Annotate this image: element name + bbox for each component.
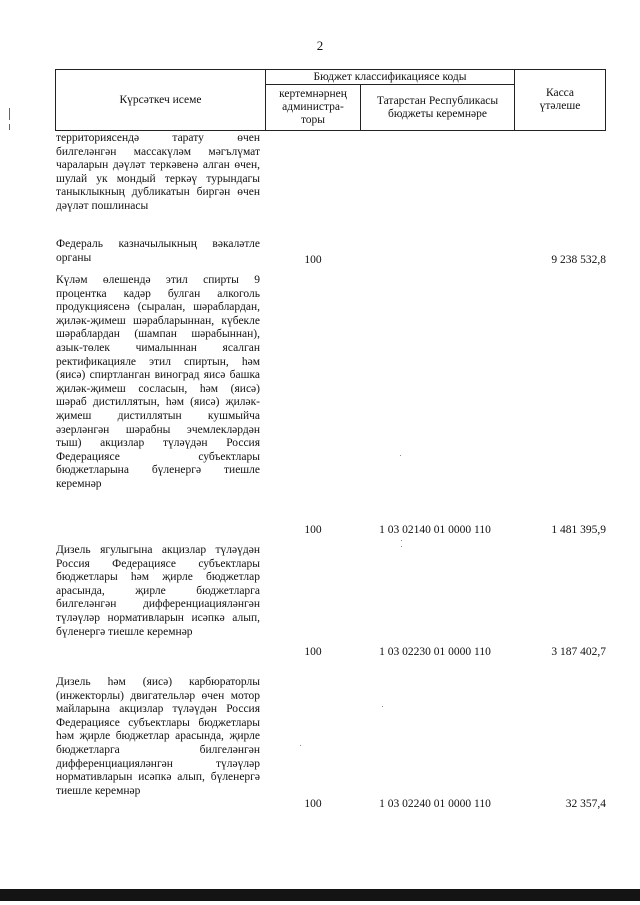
row-code: 1 03 02140 01 0000 110: [379, 524, 491, 536]
scan-speck: [401, 540, 402, 541]
table-header: [55, 69, 606, 131]
header-revenue-col: Татарстан Республикасы бюджеты керемнәре: [361, 85, 515, 130]
row-amount: 3 187 402,7: [551, 646, 606, 658]
row-admin: 100: [304, 524, 322, 536]
row-admin: 100: [304, 254, 322, 266]
row-description: Дизель ягулыгына акцизлар түләүдән Россия Федерациясе субъектлары бюджетлары һәм җирле бюджетлар арасында, җирле бюджетларга билгеләнгән дифференциацияләнгән түләүләр нормативларын исәпкә алып, бүленергә тиешле керемнәр: [56, 544, 260, 638]
header-cash-col: Касса үтәлеше: [539, 87, 581, 112]
header-budget-code-group: Бюджет классификациясе коды: [266, 70, 515, 85]
row-code: 1 03 02240 01 0000 110: [379, 798, 491, 810]
header-admin-col: кертемнәрнең администра-торы: [266, 85, 361, 130]
scan-mark: [9, 124, 10, 130]
scan-speck: [300, 745, 301, 746]
row-amount: 9 238 532,8: [551, 254, 606, 266]
row-description: территориясендә тарату өчен билгеләнгән массакүләм мәгълүмат чараларын дәүләт теркәвенә алган өчен, шулай ук мондый теркәү турындагы таныклыкның дубликатын биргән өчен дәүләт пошлинасы: [56, 132, 260, 212]
scan-speck: [382, 706, 383, 707]
row-description: Дизель һәм (яисә) карбюраторлы (инжекторлы) двигательләр өчен мотор майларына акцизлар түләүдән Россия Федерациясе субъектлары бюджетлары һәм җирле бюджетлар арасында, җирле бюджетларга билгеләнгән дифференциацияләнгән түләүләр нормативларын исәпкә алып, бүленергә тиешле керемнәр: [56, 676, 260, 797]
scan-speck: [401, 546, 402, 547]
row-admin: 100: [304, 646, 322, 658]
header-indicator-name: Күрсәткеч исеме: [56, 70, 266, 130]
scan-mark: [9, 108, 10, 120]
row-amount: 32 357,4: [565, 798, 606, 810]
row-amount: 1 481 395,9: [551, 524, 606, 536]
scan-speck: [400, 455, 401, 456]
scan-bottom-edge: [0, 889, 640, 901]
row-description: Күләм өлешендә этил спирты 9 процентка кадәр булган алкоголь продукциясенә (сыралан, шәраблардан, җиләк-җимеш шәрабларыннан, күбекле шәраблардан (шампан шәрабыннан), азык-төлек чималыннан ясалган ректификацияле этил спиртын, һәм (яисә) спиртланган виноград яисә башка җиләк-җимеш сосласын, һәм (яисә) шәраб дистиллятын, һәм (яисә) җиләк-җимеш дистиллятын кушмыйча әзерләнгән шәрабны эчемлекләрдән тыш) акцизлар түләүдән Россия Федерациясе субъектлары бюджетларына бүленергә тиешле керемнәр: [56, 274, 260, 490]
row-description: Федераль казначылыкның вәкаләтле органы: [56, 238, 260, 264]
page-number: 2: [316, 38, 324, 53]
row-code: 1 03 02230 01 0000 110: [379, 646, 491, 658]
row-admin: 100: [304, 798, 322, 810]
